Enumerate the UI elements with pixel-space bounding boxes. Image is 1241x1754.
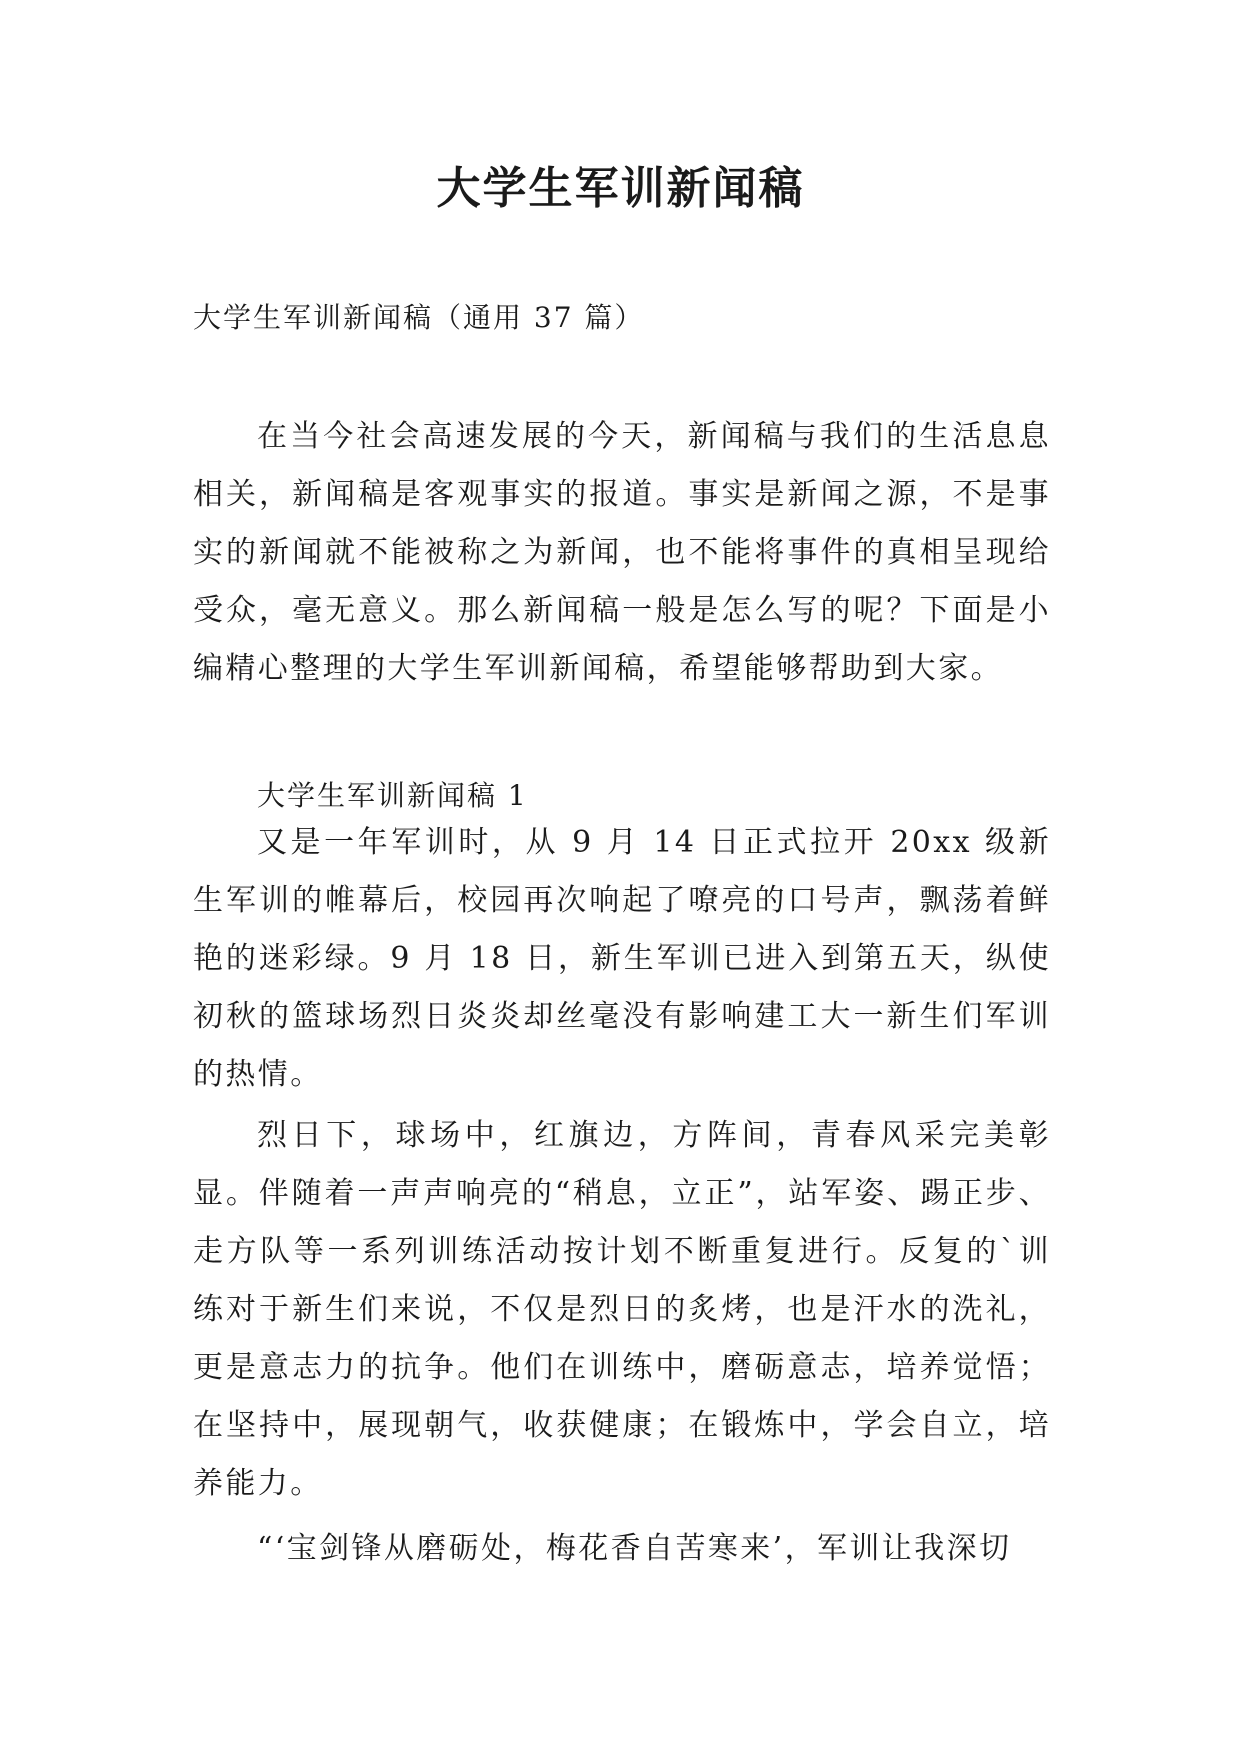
intro-paragraph: 在当今社会高速发展的今天，新闻稿与我们的生活息息相关，新闻稿是客观事实的报道。事实是新闻之源，不是事实的新闻就不能被称之为新闻，也不能将事件的真相呈现给受众，毫无意义。那么新闻稿一般是怎么写的呢？下面是小编精心整理的大学生军训新闻稿，希望能够帮助到大家。: [193, 419, 1051, 686]
document-subtitle: 大学生军训新闻稿（通用 37 篇）: [193, 301, 645, 334]
article-paragraph: 又是一年军训时，从 9 月 14 日正式拉开 20xx 级新生军训的帷幕后，校园再次响起了嘹亮的口号声，飘荡着鲜艳的迷彩绿。9 月 18 日，新生军训已进入到第五天，纵使初秋的篮球场烈日炎炎却丝毫没有影响建工大一新生们军训的热情。: [193, 825, 1051, 1092]
article-heading: 大学生军训新闻稿 1: [257, 779, 528, 812]
document-title: 大学生军训新闻稿: [436, 163, 805, 214]
article-paragraph: “‘宝剑锋从磨砺处，梅花香自苦寒来’，军训让我深切: [257, 1531, 1012, 1566]
article-paragraph: 烈日下，球场中，红旗边，方阵间，青春风采完美彰显。伴随着一声声响亮的“稍息，立正”，站军姿、踢正步、走方队等一系列训练活动按计划不断重复进行。反复的`训练对于新生们来说，不仅是烈日的炙烤，也是汗水的洗礼，更是意志力的抗争。他们在训练中，磨砺意志，培养觉悟；在坚持中，展现朝气，收获健康；在锻炼中，学会自立，培养能力。: [193, 1118, 1051, 1501]
